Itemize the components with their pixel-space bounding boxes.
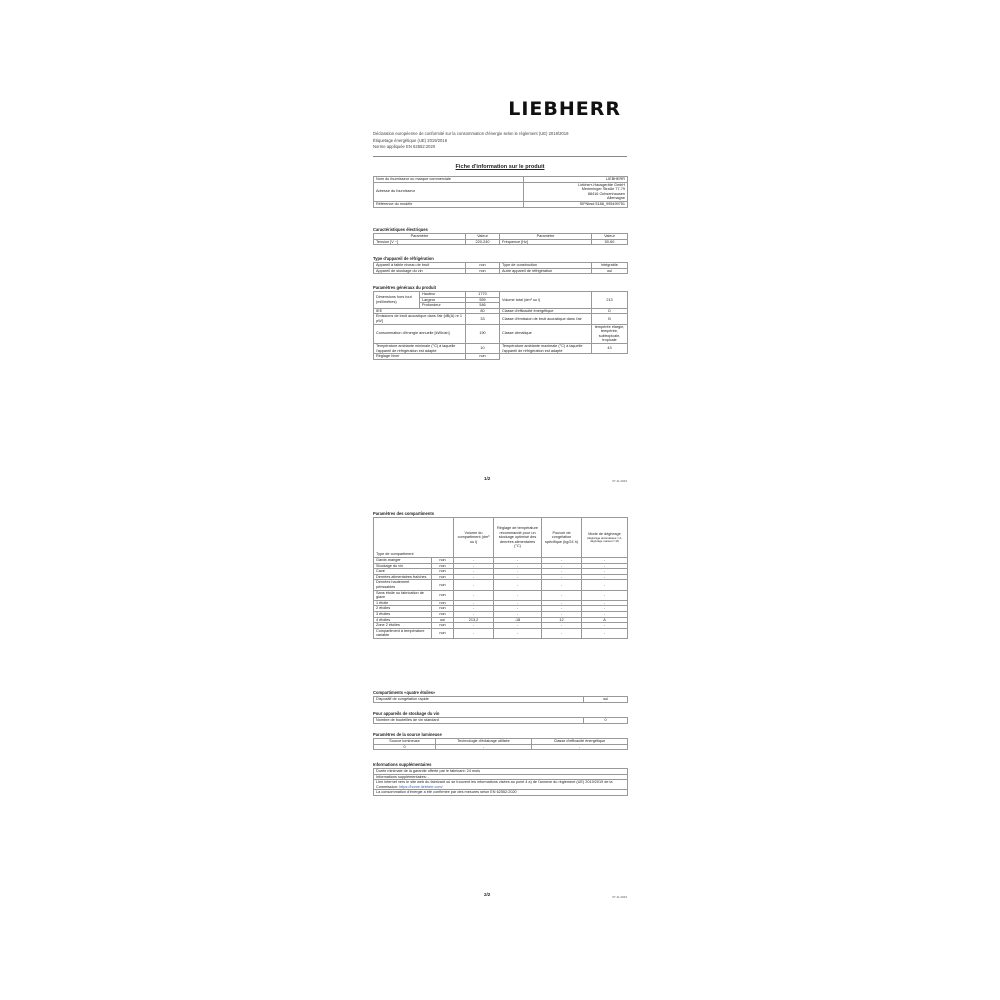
cell-value: 12: [542, 617, 582, 623]
cell-label: Fréquence [Hz]: [500, 239, 592, 245]
cell-label: Dimensions hors tout (millimètres): [374, 292, 420, 309]
cell-value: -: [454, 611, 494, 617]
cell-value: -: [542, 606, 582, 612]
header-cell: Valeur: [466, 234, 500, 240]
table-row: [374, 580, 628, 590]
cell-label: Classe climatique: [500, 324, 592, 343]
dimension-label: Hauteur: [420, 292, 466, 298]
cell-label: Consommation d'énergie annuelle [kWh/an]: [374, 324, 466, 343]
dimension-label: Largeur: [420, 297, 466, 303]
cell-value: 43: [592, 343, 628, 353]
cell-value: D: [592, 308, 628, 314]
cell-value: -: [494, 563, 542, 569]
link-description: Lien internet vers le site web du fabricant où se trouvent les informations visées au point 4 a) de l'annexe du règlement (UE) 2019/2019 de la Commission:: [376, 780, 613, 789]
cell-label: IEE: [374, 308, 466, 314]
header-cell: Paramètre: [374, 234, 466, 240]
cell-value: -: [542, 563, 582, 569]
compartment-present: non: [432, 574, 454, 580]
cell-value: -: [454, 563, 494, 569]
section-title: Paramètres de la source lumineuse: [373, 732, 442, 737]
defrost-header: Mode de dégivrage: [588, 532, 621, 536]
compartment-present: non: [432, 590, 454, 600]
cell-value: non: [466, 263, 500, 269]
compartments-table: [373, 517, 628, 639]
address-line: 88416 Ochsenhausen: [587, 191, 625, 196]
table-header-row: [374, 739, 628, 745]
cell-value: -: [582, 600, 628, 606]
table-header-row: [374, 518, 628, 558]
compartment-type: 4 étoiles: [374, 617, 432, 623]
compartment-type: 3 étoiles: [374, 611, 432, 617]
table-row: [374, 268, 628, 274]
cell-value: -: [532, 744, 628, 750]
cell-label: Température ambiante minimale (°C) à laquelle l'appareil de réfrigération est adapté: [374, 343, 466, 353]
cell-value: -: [582, 606, 628, 612]
section-title: Paramètres généraux du produit: [373, 285, 437, 290]
cell-label: Émissions de bruit acoustique dans l'air [dB(A) re 1 pW]: [374, 314, 466, 324]
cell-value: -: [582, 569, 628, 575]
cell-value: A: [582, 617, 628, 623]
supplier-address: [524, 182, 628, 201]
regulation-line: Étiquetage énergétique (UE) 2019/2016: [373, 137, 448, 143]
cell-value: -18: [494, 617, 542, 623]
cell-value: -: [582, 574, 628, 580]
page-date: 07.11.2023: [612, 479, 627, 483]
header-cell: Pouvoir de congélation spécifique (kg/24 h): [542, 518, 582, 558]
header-cell: Paramètre: [500, 234, 592, 240]
cell-value: intégrable: [592, 263, 628, 269]
cell-value: -: [582, 580, 628, 590]
header-cell: Valeur: [592, 234, 628, 240]
compartment-type: Denrées hautement périssables: [374, 580, 432, 590]
table-row: [374, 718, 628, 724]
table-row: [374, 182, 628, 201]
table-row: [374, 590, 628, 600]
cell-value: -: [582, 590, 628, 600]
cell-value: 10: [466, 343, 500, 353]
cell-value: -: [454, 628, 494, 638]
cell-value: -: [454, 600, 494, 606]
regulation-line: Déclaration européenne de conformité sur la consommation d'énergie selon le règlement (UE) 2019/2019: [373, 131, 569, 136]
general-parameters-table: [373, 291, 628, 360]
cell-value: 220-240: [466, 239, 500, 245]
cell-label: Adresse du fournisseur: [374, 182, 524, 201]
address-line: Allemagne: [607, 196, 625, 201]
cell-value: -: [494, 600, 542, 606]
header-cell: Classe d'efficacité énergétique: [532, 739, 628, 745]
table-row: [374, 354, 628, 360]
additional-info-table: [373, 768, 628, 796]
cell-value: -: [582, 558, 628, 564]
link-cell: [374, 780, 628, 790]
cell-value: 213,2: [454, 617, 494, 623]
header-cell: [582, 518, 628, 558]
cell-label: Nom du fournisseur ou marque commerciale: [374, 177, 524, 183]
cell-value: 80: [466, 308, 500, 314]
regulation-notes: [373, 131, 568, 151]
cell-label: Classe d'efficacité énergétique: [500, 308, 592, 314]
table-row: [374, 697, 628, 703]
cell-value: -: [582, 563, 628, 569]
table-row: [374, 201, 628, 207]
conformity-text: La consommation d'énergie a été confirmée par des mesures selon EN 62552:2020: [374, 790, 628, 796]
cell-value: -: [542, 590, 582, 600]
dimension-value: 546: [466, 303, 500, 309]
compartment-present: non: [432, 628, 454, 638]
compartment-present: oui: [432, 617, 454, 623]
compartment-type: Cave: [374, 569, 432, 575]
cell-label: Nombre de bouteilles de vin standard: [374, 718, 584, 724]
cell-value: oui: [584, 697, 628, 703]
cell-value: -: [454, 558, 494, 564]
cell-value: -: [542, 628, 582, 638]
compartment-present: non: [432, 580, 454, 590]
cell-value: LIEBHERR: [524, 177, 628, 183]
section-title: Paramètres des compartiments: [373, 511, 434, 516]
cell-value: -: [542, 569, 582, 575]
cell-label: Réglage hiver: [374, 354, 466, 360]
cell-value: -: [436, 744, 532, 750]
header-cell: Réglage de température recommandé pour un stockage optimisé des denrées alimentaires (°C): [494, 518, 542, 558]
cell-label: Appareil à faible niveau de bruit: [374, 263, 466, 269]
cell-value: -: [582, 611, 628, 617]
cell-value: -: [454, 623, 494, 629]
compartment-type: Zone 2 étoiles: [374, 623, 432, 629]
dimension-label: Profondeur: [420, 303, 466, 309]
divider: [373, 156, 627, 157]
table-row: [374, 628, 628, 638]
cell-value: B: [592, 314, 628, 324]
section-title: Compartiments «quatre étoiles»: [373, 690, 436, 695]
cell-value: -: [494, 628, 542, 638]
compartment-present: non: [432, 606, 454, 612]
cell-value: tempérée élargie, tempérée, subtropicale, tropicale: [592, 324, 628, 343]
dimension-value: 1770: [466, 292, 500, 298]
compartment-present: non: [432, 569, 454, 575]
compartment-present: non: [432, 600, 454, 606]
table-row: [374, 324, 628, 343]
liebherr-logo: LIEBHERR: [508, 98, 621, 120]
section-title: Pour appareils de stockage du vin: [373, 711, 440, 716]
table-row: [374, 343, 628, 353]
warranty-text: Durée minimale de la garantie offerte par le fabricant: 24 mois: [374, 769, 628, 775]
cell-label: Autre appareil de réfrigération: [500, 268, 592, 274]
compartment-rows: [374, 558, 628, 639]
table-row: [374, 239, 628, 245]
cell-value: -: [542, 580, 582, 590]
compartment-type: Compartiment à température variable: [374, 628, 432, 638]
cell-label: Classe d'émission de bruit acoustique dans l'air: [500, 314, 592, 324]
cell-label: Type de construction: [500, 263, 592, 269]
cell-value: -: [542, 558, 582, 564]
dimension-value: 559: [466, 297, 500, 303]
cell-value: -: [542, 600, 582, 606]
cell-value: SIFNbsd 5188_995499751: [524, 201, 628, 207]
cell-value: -: [454, 569, 494, 575]
cell-label: Référence du modèle: [374, 201, 524, 207]
cell-value: -: [542, 623, 582, 629]
header-cell: Technologie d'éclairage utilisée: [436, 739, 532, 745]
defrost-note: (dégivrage automatique = A, dégivrage manuel = M): [586, 535, 623, 543]
compartment-type: Garde-manger: [374, 558, 432, 564]
cell-label: Volume total (dm³ ou l): [500, 292, 592, 309]
cell-value: -: [494, 558, 542, 564]
cell-value: non: [466, 268, 500, 274]
cell-value: -: [454, 606, 494, 612]
page-number: 2/2: [484, 892, 491, 897]
cell-value: 33: [466, 314, 500, 324]
regulation-line: Norme appliquée EN 62552:2020: [373, 144, 436, 149]
cell-value: -: [542, 611, 582, 617]
cell-value: -: [494, 606, 542, 612]
cell-value: -: [582, 628, 628, 638]
compartment-present: non: [432, 558, 454, 564]
compartment-present: non: [432, 623, 454, 629]
cell-value: -: [494, 569, 542, 575]
address-line: Memminger Straße 77-79: [581, 187, 625, 192]
page-number: 1/2: [484, 476, 491, 481]
cell-value: -: [454, 580, 494, 590]
header-cell: Type de compartiment: [374, 518, 454, 558]
section-title: Type d'appareil de réfrigération: [373, 256, 434, 261]
cell-value: -: [454, 590, 494, 600]
cell-value: oui: [592, 268, 628, 274]
cell-value: 0: [584, 718, 628, 724]
table-row: [374, 780, 628, 790]
table-row: [374, 790, 628, 796]
light-source-table: [373, 738, 628, 750]
cell-value: 50-60: [592, 239, 628, 245]
cell-label: Tension [V ~]: [374, 239, 466, 245]
cell-label: Appareil de stockage du vin: [374, 268, 466, 274]
cell-value: -: [494, 623, 542, 629]
cell-value: 190: [466, 324, 500, 343]
compartment-type: Stockage du vin: [374, 563, 432, 569]
manufacturer-link[interactable]: https://home.liebherr.com/: [399, 784, 443, 789]
section-title: Informations supplémentaires: [373, 762, 432, 767]
compartment-present: non: [432, 611, 454, 617]
compartment-type: 2 étoiles: [374, 606, 432, 612]
cell-value: -: [494, 590, 542, 600]
cell-value: -: [582, 623, 628, 629]
supplier-table: [373, 176, 628, 208]
compartment-type: Sans étoile ou fabrication de glace: [374, 590, 432, 600]
compartment-type: 1 étoile: [374, 600, 432, 606]
appliance-type-table: [373, 262, 628, 274]
wine-table: [373, 717, 628, 724]
additional-text: Informations supplémentaires: -: [374, 774, 628, 780]
header-cell: Source lumineuse: [374, 739, 436, 745]
cell-value: -: [494, 580, 542, 590]
cell-label: Dispositif de congélation rapide: [374, 697, 584, 703]
cell-value: -: [542, 574, 582, 580]
cell-value: -: [494, 574, 542, 580]
cell-value: -: [454, 574, 494, 580]
cell-value: non: [466, 354, 500, 360]
compartment-present: non: [432, 563, 454, 569]
table-row: [374, 314, 628, 324]
cell-value: -: [494, 611, 542, 617]
table-row: [374, 744, 628, 750]
section-title: Caractéristiques électriques: [373, 227, 428, 232]
cell-value: 0: [374, 744, 436, 750]
cell-value: 213: [592, 292, 628, 309]
header-cell: Volume du compartiment (dm³ ou l): [454, 518, 494, 558]
page-date: 07.11.2023: [612, 895, 627, 899]
compartment-type: Denrées alimentaires fraîches: [374, 574, 432, 580]
four-star-table: [373, 696, 628, 703]
sheet-title: Fiche d'information sur le produit: [455, 164, 545, 170]
address-line: Liebherr-Hausgeräte GmbH: [578, 182, 625, 187]
electrical-table: [373, 233, 628, 245]
table-row: [374, 292, 628, 298]
cell-label: Température ambiante maximale (°C) à laquelle l'appareil de réfrigération est adapté: [500, 343, 592, 353]
